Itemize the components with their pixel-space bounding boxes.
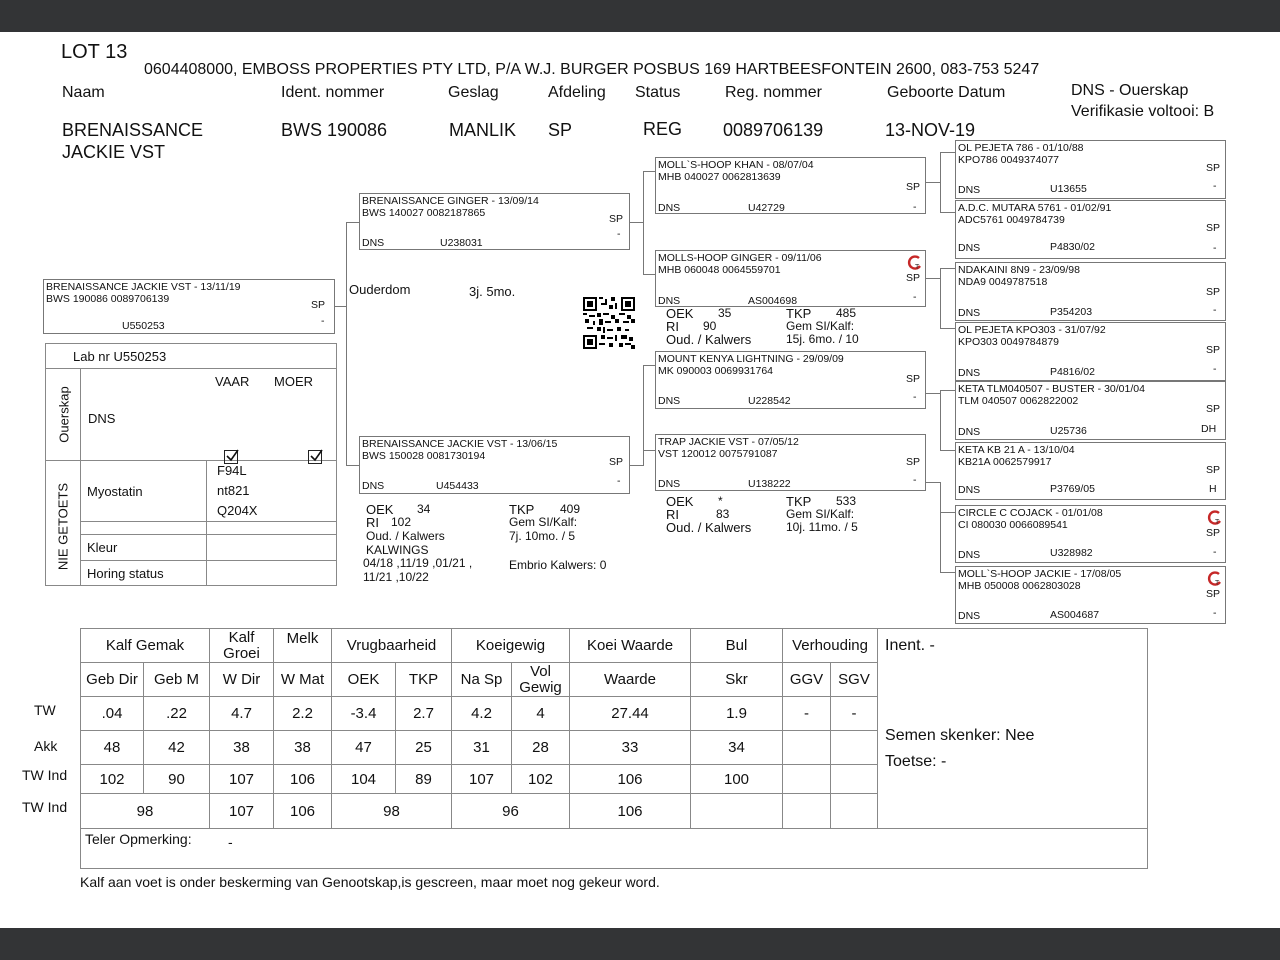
sub-header: Vol Gewig	[512, 663, 570, 697]
sire-code: U238031	[440, 237, 483, 249]
ggp-code: P3769/05	[1050, 483, 1095, 495]
myostatin-values	[207, 461, 337, 522]
gp-dash: -	[913, 474, 917, 486]
gp3-oek-value: *	[718, 494, 723, 508]
owner-line: 0604408000, EMBOSS PROPERTIES PTY LTD, P/A W.J. BURGER POSBUS 169 HARTBEESFONTEIN 2600, 083-753 5247	[144, 61, 1040, 78]
ggp-id: KB21A 0062579917	[958, 456, 1052, 468]
dam-tkp-label: TKP	[509, 502, 535, 517]
ggp-dns: DNS	[958, 549, 981, 561]
ggp-id: TLM 040507 0062822002	[958, 395, 1079, 407]
label-status: Status	[635, 84, 681, 101]
gp-title: TRAP JACKIE VST - 07/05/12	[658, 436, 799, 448]
ggp-id: CI 080030 0066089541	[958, 519, 1068, 531]
connector	[940, 482, 941, 572]
nie-getoets-label: NIE GETOETS	[55, 482, 71, 571]
twind2-cell: 106	[570, 794, 691, 829]
connector	[940, 390, 941, 450]
akk-cell	[831, 731, 878, 765]
twind2-cell	[831, 794, 878, 829]
status-value: REG	[643, 119, 683, 139]
ggp-dns: DNS	[958, 610, 981, 622]
dam-ri-value: 102	[391, 515, 412, 529]
twind-cell: 104	[332, 765, 396, 794]
tw-cell: .22	[144, 697, 210, 731]
gp1-oek-label: OEK	[666, 306, 694, 321]
dam-ri-label: RI	[366, 515, 379, 530]
akk-cell: 47	[332, 731, 396, 765]
svg-text:T: T	[915, 264, 920, 271]
ggp-dns: DNS	[958, 484, 981, 496]
ggp-right: -	[1213, 607, 1217, 619]
twind-cell: 102	[512, 765, 570, 794]
group-header: Verhouding	[783, 629, 878, 663]
sub-header: W Mat	[274, 663, 332, 697]
ggp-sp: SP	[1206, 286, 1221, 298]
ggp-right: DH	[1201, 423, 1217, 435]
grandparent-card	[655, 351, 926, 409]
ggp-dns: DNS	[958, 367, 981, 379]
top-bar	[0, 0, 1280, 32]
tw-cell: 2.7	[396, 697, 452, 731]
ggp-right: -	[1213, 363, 1217, 375]
horing-value	[207, 561, 337, 586]
ggp-sp: SP	[1206, 464, 1221, 476]
connector	[940, 152, 956, 153]
gp-code: U138222	[748, 478, 791, 490]
gp-sp: SP	[906, 456, 921, 468]
great-grandparent-card	[955, 140, 1226, 199]
twind2-cell	[783, 794, 831, 829]
animal-name-2: JACKIE VST	[62, 142, 166, 162]
twind2-cell: 107	[210, 794, 274, 829]
dns-cell	[81, 369, 337, 461]
row-label-akk: Akk	[34, 738, 58, 754]
akk-cell: 42	[144, 731, 210, 765]
vaar-checkbox	[224, 450, 238, 464]
sire-card	[359, 193, 630, 250]
embrio-kalwers: Embrio Kalwers: 0	[509, 558, 607, 572]
gp-dns: DNS	[658, 295, 681, 307]
sub-header: TKP	[396, 663, 452, 697]
sub-header: Waarde	[570, 663, 691, 697]
gp3-gem-value: 10j. 11mo. / 5	[786, 520, 858, 534]
connector	[940, 268, 941, 328]
gp3-ri-value: 83	[716, 507, 730, 521]
horing-label: Horing status	[81, 561, 207, 586]
sub-header: OEK	[332, 663, 396, 697]
ggp-right: -	[1213, 242, 1217, 254]
sub-header: Geb Dir	[81, 663, 144, 697]
akk-cell: 25	[396, 731, 452, 765]
dns-title: DNS - Ouerskap	[1071, 82, 1189, 99]
akk-cell: 38	[274, 731, 332, 765]
gp-sp: SP	[906, 373, 921, 385]
great-grandparent-card	[955, 322, 1226, 381]
ggp-dns: DNS	[958, 184, 981, 196]
grandparent-card	[655, 157, 926, 214]
akk-cell: 38	[210, 731, 274, 765]
lab-number: Lab nr U550253	[46, 344, 337, 369]
twind-cell: 107	[210, 765, 274, 794]
gp3-oud-label: Oud. / Kalwers	[666, 520, 752, 535]
ggp-code: P4816/02	[1050, 366, 1095, 378]
great-grandparent-card	[955, 381, 1226, 440]
label-geslag: Geslag	[448, 84, 499, 101]
label-reg: Reg. nommer	[725, 84, 822, 101]
tw-cell: 1.9	[691, 697, 783, 731]
twind2-cell: 98	[332, 794, 452, 829]
ggp-code: U25736	[1050, 425, 1087, 437]
twind2-cell	[691, 794, 783, 829]
connector	[926, 182, 940, 183]
akk-cell: 28	[512, 731, 570, 765]
connector	[629, 465, 643, 466]
gp-dns: DNS	[658, 478, 681, 490]
ggp-sp: SP	[1206, 344, 1221, 356]
teler-label: Teler Opmerking:	[85, 831, 192, 847]
ggp-title: NDAKAINI 8N9 - 23/09/98	[958, 264, 1080, 276]
sub-header: Na Sp	[452, 663, 512, 697]
gp-title: MOLL`S-HOOP KHAN - 08/07/04	[658, 159, 814, 171]
gp-dash: -	[913, 291, 917, 303]
ggp-sp: SP	[1206, 162, 1221, 174]
dam-oud-label: Oud. / Kalwers	[366, 529, 445, 543]
animal-card	[43, 279, 335, 334]
sire-dns: DNS	[362, 237, 385, 249]
ggp-title: A.D.C. MUTARA 5761 - 01/02/91	[958, 202, 1112, 214]
animal-id: BWS 190086 0089706139	[46, 293, 170, 305]
ggp-code: AS004687	[1050, 609, 1100, 621]
ggp-dns: DNS	[958, 426, 981, 438]
moer-checkbox	[308, 450, 322, 464]
connector	[940, 512, 956, 513]
geslag-value: MANLIK	[449, 120, 517, 140]
connector	[940, 268, 956, 269]
ggp-sp: SP	[1206, 588, 1221, 600]
animal-dash: -	[321, 315, 325, 327]
ggp-title: MOLL`S-HOOP JACKIE - 17/08/05	[958, 568, 1122, 580]
gp-dash: -	[913, 391, 917, 403]
gp-dash: -	[913, 201, 917, 213]
akk-cell: 34	[691, 731, 783, 765]
performance-table	[80, 628, 1148, 869]
row-label-twind2: TW Ind	[22, 799, 68, 815]
dam-dns: DNS	[362, 480, 385, 492]
notes-cell	[878, 629, 1148, 829]
ggp-code: P354203	[1050, 306, 1093, 318]
twind-cell: 100	[691, 765, 783, 794]
society-logo-icon	[1207, 571, 1223, 587]
connector	[926, 393, 940, 394]
connector	[334, 306, 346, 307]
bottom-bar	[0, 928, 1280, 960]
sub-header: SGV	[831, 663, 878, 697]
ggp-id: ADC5761 0049784739	[958, 214, 1065, 226]
ggp-title: OL PEJETA 786 - 01/10/88	[958, 142, 1084, 154]
connector	[643, 171, 644, 275]
ggp-id: MHB 050008 0062803028	[958, 580, 1081, 592]
afdeling-value: SP	[548, 120, 573, 140]
inent: Inent. -	[885, 637, 935, 654]
dam-sp: SP	[609, 456, 624, 468]
animal-name-1: BRENAISSANCE	[62, 120, 204, 140]
connector	[629, 222, 643, 223]
gp-id: MHB 040027 0062813639	[658, 171, 781, 183]
age-label: Ouderdom	[349, 282, 411, 297]
gp-id: MHB 060048 0064559701	[658, 264, 781, 276]
gp3-tkp-label: TKP	[786, 494, 812, 509]
ident-value: BWS 190086	[281, 120, 388, 140]
dam-dash: -	[617, 475, 621, 487]
kalwings-dates-2: 11/21 ,10/22	[363, 570, 429, 584]
connector	[940, 212, 956, 213]
twind-cell: 106	[274, 765, 332, 794]
dam-id: BWS 150028 0081730194	[362, 450, 486, 462]
label-naam: Naam	[62, 84, 105, 101]
connector	[346, 222, 360, 223]
ggp-title: KETA KB 21 A - 13/10/04	[958, 444, 1075, 456]
tw-cell: -3.4	[332, 697, 396, 731]
akk-cell: 31	[452, 731, 512, 765]
twind-cell: 102	[81, 765, 144, 794]
group-header: Koeigewig	[452, 629, 570, 663]
ggp-right: -	[1213, 546, 1217, 558]
gp-code: U42729	[748, 202, 785, 214]
dns-label: DNS	[88, 411, 116, 426]
group-header: Vrugbaarheid	[332, 629, 452, 663]
kleur-label: Kleur	[81, 535, 207, 561]
connector	[346, 465, 360, 466]
tw-cell: 2.2	[274, 697, 332, 731]
dam-tkp-value: 409	[560, 502, 581, 516]
myostatin-label: Myostatin	[81, 461, 207, 522]
connector	[926, 482, 940, 483]
ggp-right: H	[1209, 483, 1217, 495]
qr-code	[583, 297, 635, 349]
ggp-sp: SP	[1206, 403, 1221, 415]
tw-cell: -	[783, 697, 831, 731]
row-label-tw: TW	[34, 702, 56, 718]
connector	[940, 390, 956, 391]
gp-title: MOLLS-HOOP GINGER - 09/11/06	[658, 252, 822, 264]
toetse: Toetse: -	[885, 753, 947, 770]
sire-title: BRENAISSANCE GINGER - 13/09/14	[362, 195, 539, 207]
sub-header: GGV	[783, 663, 831, 697]
akk-cell: 48	[81, 731, 144, 765]
dam-oek-label: OEK	[366, 502, 394, 517]
dam-title: BRENAISSANCE JACKIE VST - 13/06/15	[362, 438, 558, 450]
twind2-cell: 98	[81, 794, 210, 829]
geboorte-value: 13-NOV-19	[885, 120, 976, 140]
vaar-label: VAAR	[215, 374, 250, 389]
group-header: Bul	[691, 629, 783, 663]
verifikasie: Verifikasie voltooi: B	[1071, 103, 1215, 120]
kleur-value	[207, 535, 337, 561]
kalwings-label: KALWINGS	[366, 543, 429, 557]
group-header: Koei Waarde	[570, 629, 691, 663]
twind2-cell: 96	[452, 794, 570, 829]
gp3-oek-label: OEK	[666, 494, 694, 509]
age-value: 3j. 5mo.	[469, 284, 516, 299]
twind-cell: 107	[452, 765, 512, 794]
twind-cell: 90	[144, 765, 210, 794]
animal-sp: SP	[311, 299, 326, 311]
dam-card	[359, 436, 630, 494]
society-logo-icon	[1207, 510, 1223, 526]
gp-dns: DNS	[658, 202, 681, 214]
akk-cell: 33	[570, 731, 691, 765]
grandparent-card	[655, 250, 926, 307]
gp1-gem-value: 15j. 6mo. / 10	[786, 332, 859, 346]
gp-sp: SP	[906, 181, 921, 193]
twind-cell: 89	[396, 765, 452, 794]
myo-value: F94L	[217, 463, 247, 478]
connector	[926, 278, 940, 279]
group-header: Kalf Groei	[210, 629, 274, 663]
tw-cell: 4	[512, 697, 570, 731]
gp-sp: SP	[906, 272, 921, 284]
gp-id: MK 090003 0069931764	[658, 365, 774, 377]
myo-value: nt821	[217, 483, 250, 498]
gp-id: VST 120012 0075791087	[658, 448, 778, 460]
kalwings-dates-1: 04/18 ,11/19 ,01/21 ,	[363, 556, 473, 570]
twind-cell	[783, 765, 831, 794]
label-geboorte: Geboorte Datum	[887, 84, 1006, 101]
gp3-gem-label: Gem SI/Kalf:	[786, 507, 855, 521]
gp1-tkp-label: TKP	[786, 306, 812, 321]
moer-label: MOER	[274, 374, 313, 389]
gp-title: MOUNT KENYA LIGHTNING - 29/09/09	[658, 353, 844, 365]
label-afdeling: Afdeling	[548, 84, 606, 101]
lot-number: LOT 13	[61, 41, 128, 63]
ggp-dns: DNS	[958, 242, 981, 254]
ggp-title: CIRCLE C COJACK - 01/01/08	[958, 507, 1103, 519]
sub-header: Skr	[691, 663, 783, 697]
society-logo-icon	[907, 255, 923, 271]
gp1-tkp-value: 485	[836, 306, 857, 320]
twind-cell	[831, 765, 878, 794]
gp1-oek-value: 35	[718, 306, 732, 320]
great-grandparent-card	[955, 262, 1226, 321]
ggp-id: KPO786 0049374077	[958, 154, 1060, 166]
ggp-right: -	[1213, 304, 1217, 316]
connector	[346, 222, 347, 465]
twind2-cell: 106	[274, 794, 332, 829]
nie-getoets-cell	[46, 461, 81, 586]
gp3-ri-label: RI	[666, 507, 679, 522]
myo-value: Q204X	[217, 503, 258, 518]
great-grandparent-card	[955, 566, 1226, 624]
gp-code: U228542	[748, 395, 791, 407]
connector	[940, 572, 956, 573]
ggp-sp: SP	[1206, 527, 1221, 539]
twind-cell: 106	[570, 765, 691, 794]
ggp-code: U13655	[1050, 183, 1087, 195]
tw-cell: 4.2	[452, 697, 512, 731]
gp1-ri-value: 90	[703, 319, 717, 333]
tw-cell: .04	[81, 697, 144, 731]
gp3-tkp-value: 533	[836, 494, 857, 508]
ggp-title: KETA TLM040507 - BUSTER - 30/01/04	[958, 383, 1145, 395]
dam-gem-label: Gem SI/Kalf:	[509, 515, 578, 529]
animal-title: BRENAISSANCE JACKIE VST - 13/11/19	[46, 281, 241, 293]
connector	[940, 328, 956, 329]
tw-cell: 27.44	[570, 697, 691, 731]
footer-note: Kalf aan voet is onder beskerming van Genootskap,is gescreen, maar moet nog gekeur word.	[80, 874, 660, 890]
group-header: Kalf Gemak	[81, 629, 210, 663]
ggp-title: OL PEJETA KPO303 - 31/07/92	[958, 324, 1106, 336]
ggp-dns: DNS	[958, 307, 981, 319]
great-grandparent-card	[955, 200, 1226, 259]
label-ident: Ident. nommer	[281, 84, 385, 101]
ggp-code: P4830/02	[1050, 241, 1095, 253]
gp-code: AS004698	[748, 295, 798, 307]
connector	[940, 450, 956, 451]
ouerskap-cell	[46, 369, 81, 461]
great-grandparent-card	[955, 442, 1226, 500]
reg-value: 0089706139	[723, 120, 824, 140]
ggp-sp: SP	[1206, 222, 1221, 234]
sub-header: W Dir	[210, 663, 274, 697]
gp-dns: DNS	[658, 395, 681, 407]
tw-cell: 4.7	[210, 697, 274, 731]
gp1-oud-label: Oud. / Kalwers	[666, 332, 752, 347]
dam-gem-value: 7j. 10mo. / 5	[509, 529, 576, 543]
semen-skenker: Semen skenker: Nee	[885, 727, 1035, 744]
dam-code: U454433	[436, 480, 479, 492]
svg-text:T: T	[1215, 580, 1220, 587]
gp1-gem-label: Gem SI/Kalf:	[786, 319, 855, 333]
great-grandparent-card	[955, 505, 1226, 563]
sub-header: Geb M	[144, 663, 210, 697]
ouerskap-label: Ouerskap	[56, 386, 72, 443]
group-header: Melk	[274, 629, 332, 663]
teler-cell	[81, 829, 1148, 869]
gp1-ri-label: RI	[666, 319, 679, 334]
connector	[940, 152, 941, 212]
ggp-id: NDA9 0049787518	[958, 276, 1048, 288]
row-label-twind: TW Ind	[22, 767, 68, 783]
lab-table	[45, 343, 337, 586]
sire-id: BWS 140027 0082187865	[362, 207, 486, 219]
ggp-id: KPO303 0049784879	[958, 336, 1060, 348]
ggp-right: -	[1213, 180, 1217, 192]
animal-code: U550253	[122, 320, 165, 332]
sire-sp: SP	[609, 213, 624, 225]
tw-cell: -	[831, 697, 878, 731]
ggp-code: U328982	[1050, 547, 1093, 559]
teler-value: -	[228, 834, 233, 850]
grandparent-card	[655, 434, 926, 491]
akk-cell	[783, 731, 831, 765]
sire-dash: -	[617, 228, 621, 240]
svg-text:T: T	[1215, 519, 1220, 526]
dam-oek-value: 34	[417, 502, 431, 516]
